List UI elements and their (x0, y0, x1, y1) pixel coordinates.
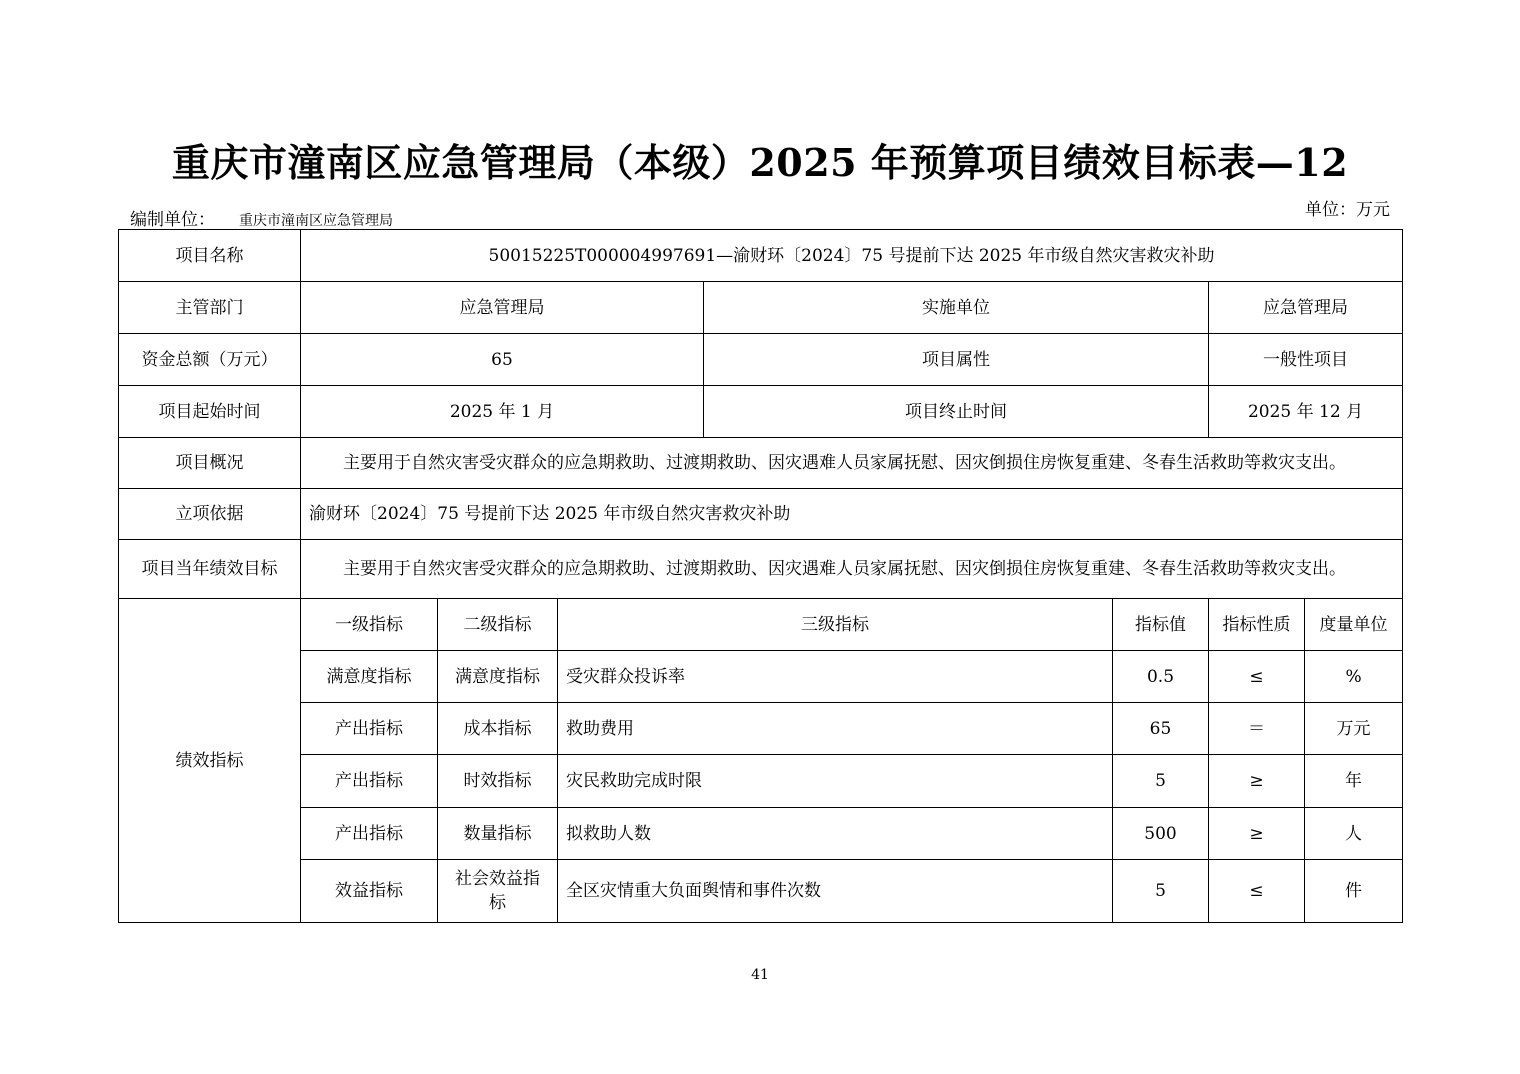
indicator-nature: ≤ (1209, 651, 1305, 703)
indicator-level3: 受灾群众投诉率 (558, 651, 1113, 703)
compiler-label: 编制单位： (130, 210, 215, 230)
header-level1: 一级指标 (301, 599, 438, 651)
indicator-level3: 全区灾情重大负面舆情和事件次数 (558, 860, 1113, 923)
indicator-header-row (119, 599, 1403, 651)
indicator-nature: ≥ (1209, 808, 1305, 860)
row-basis (119, 489, 1403, 540)
indicator-row (119, 755, 1403, 808)
row-fund (119, 334, 1403, 386)
header-nature: 指标性质 (1209, 599, 1305, 651)
goal-label: 项目当年绩效目标 (119, 540, 301, 599)
indicator-row (119, 703, 1403, 755)
indicator-level1: 满意度指标 (301, 651, 438, 703)
impl-value: 应急管理局 (1209, 282, 1403, 334)
fund-label: 资金总额（万元） (119, 334, 301, 386)
indicator-row (119, 651, 1403, 703)
basis-value: 渝财环〔2024〕75 号提前下达 2025 年市级自然灾害救灾补助 (301, 489, 1403, 540)
indicator-level1: 产出指标 (301, 808, 438, 860)
row-overview (119, 438, 1403, 489)
indicator-level3: 拟救助人数 (558, 808, 1113, 860)
indicator-value: 5 (1113, 755, 1209, 808)
indicator-nature: ≤ (1209, 860, 1305, 923)
indicator-section-label: 绩效指标 (119, 599, 301, 923)
indicator-level3: 救助费用 (558, 703, 1113, 755)
start-value: 2025 年 1 月 (301, 386, 704, 438)
indicator-level2: 社会效益指标 (438, 860, 558, 923)
indicator-level3: 灾民救助完成时限 (558, 755, 1113, 808)
indicator-level2: 满意度指标 (438, 651, 558, 703)
indicator-nature: ≥ (1209, 755, 1305, 808)
indicator-value: 65 (1113, 703, 1209, 755)
page-number: 41 (751, 967, 769, 983)
compiler-line (130, 205, 393, 230)
row-goal (119, 540, 1403, 599)
row-name (119, 230, 1403, 282)
dept-label: 主管部门 (119, 282, 301, 334)
indicator-unit: 年 (1305, 755, 1403, 808)
indicator-level2: 成本指标 (438, 703, 558, 755)
overview-value: 主要用于自然灾害受灾群众的应急期救助、过渡期救助、因灾遇难人员家属抚慰、因灾倒损住房恢复重建、冬春生活救助等救灾支出。 (301, 438, 1403, 489)
page-title: 重庆市潼南区应急管理局（本级）2025 年预算项目绩效目标表—12 (171, 140, 1349, 185)
dept-value: 应急管理局 (301, 282, 704, 334)
indicator-unit: 人 (1305, 808, 1403, 860)
indicator-row (119, 860, 1403, 923)
indicator-level2: 时效指标 (438, 755, 558, 808)
indicator-level2: 数量指标 (438, 808, 558, 860)
attr-label: 项目属性 (704, 334, 1209, 386)
basis-label: 立项依据 (119, 489, 301, 540)
header-level2: 二级指标 (438, 599, 558, 651)
header-value: 指标值 (1113, 599, 1209, 651)
indicator-level1: 产出指标 (301, 755, 438, 808)
unit-text: 单位：万元 (1305, 200, 1390, 220)
impl-label: 实施单位 (704, 282, 1209, 334)
indicator-value: 0.5 (1113, 651, 1209, 703)
compiler-org: 重庆市潼南区应急管理局 (239, 213, 393, 229)
indicator-nature: ＝ (1209, 703, 1305, 755)
attr-value: 一般性项目 (1209, 334, 1403, 386)
start-label: 项目起始时间 (119, 386, 301, 438)
indicator-unit: 万元 (1305, 703, 1403, 755)
indicator-level1: 产出指标 (301, 703, 438, 755)
end-value: 2025 年 12 月 (1209, 386, 1403, 438)
end-label: 项目终止时间 (704, 386, 1209, 438)
indicator-row (119, 808, 1403, 860)
indicator-level1: 效益指标 (301, 860, 438, 923)
row-dept (119, 282, 1403, 334)
name-value: 50015225T000004997691—渝财环〔2024〕75 号提前下达 2025 年市级自然灾害救灾补助 (301, 230, 1403, 282)
row-time (119, 386, 1403, 438)
indicator-unit: % (1305, 651, 1403, 703)
header-level3: 三级指标 (558, 599, 1113, 651)
goal-value: 主要用于自然灾害受灾群众的应急期救助、过渡期救助、因灾遇难人员家属抚慰、因灾倒损住房恢复重建、冬春生活救助等救灾支出。 (301, 540, 1403, 599)
indicator-value: 500 (1113, 808, 1209, 860)
performance-table (118, 229, 1403, 923)
name-label: 项目名称 (119, 230, 301, 282)
indicator-value: 5 (1113, 860, 1209, 923)
indicator-unit: 件 (1305, 860, 1403, 923)
fund-value: 65 (301, 334, 704, 386)
header-unit: 度量单位 (1305, 599, 1403, 651)
overview-label: 项目概况 (119, 438, 301, 489)
